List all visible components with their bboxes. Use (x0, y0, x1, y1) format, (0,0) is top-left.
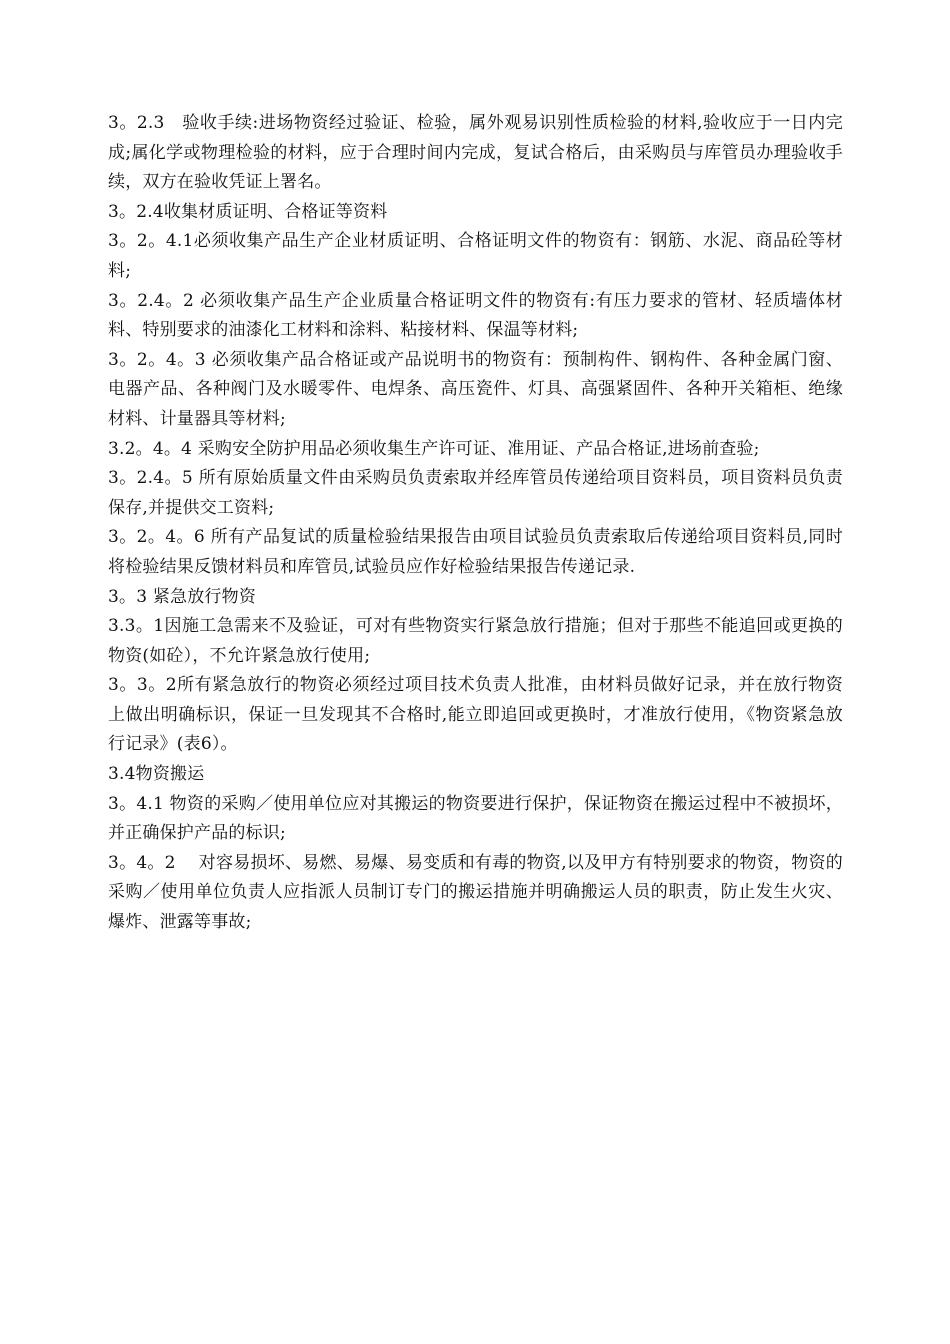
paragraph-3-3-2: 3。3。2所有紧急放行的物资必须经过项目技术负责人批准，由材料员做好记录，并在放行物资上做出明确标识，保证一旦发现其不合格时,能立即追回或更换时，才准放行使用，《物资紧急放行记录》(表6）。 (108, 675, 843, 755)
paragraph-3-2-4-3: 3。2。4。3 必须收集产品合格证或产品说明书的物资有：预制构件、钢构件、各种金属门窗、电器产品、各种阀门及水暖零件、电焊条、高压瓷件、灯具、高强紧固件、各种开关箱柜、绝缘材料、计量器具等材料; (108, 349, 843, 429)
document-body (108, 109, 843, 938)
paragraph-3-2-3: 3。2.3 验收手续:进场物资经过验证、检验，属外观易识别性质检验的材料,验收应于一日内完成;属化学或物理检验的材料，应于合理时间内完成，复试合格后，由采购员与库管员办理验收手续，双方在验收凭证上署名。 (108, 113, 843, 193)
paragraph-3-4-1: 3。4.1 物资的采购／使用单位应对其搬运的物资要进行保护，保证物资在搬运过程中不被损坏，并正确保护产品的标识; (108, 793, 843, 844)
paragraph-3-2-4-6: 3。2。4。6 所有产品复试的质量检验结果报告由项目试验员负责索取后传递给项目资料员,同时将检验结果反馈材料员和库管员,试验员应作好检验结果报告传递记录. (108, 527, 843, 577)
paragraph-3-2-4-2: 3。2.4。2 必须收集产品生产企业质量合格证明文件的物资有:有压力要求的管材、轻质墙体材料、特别要求的油漆化工材料和涂料、粘接材料、保温等材料; (108, 290, 843, 341)
heading-3-2-4: 3。2.4收集材质证明、合格证等资料 (108, 201, 388, 222)
paragraph-3-2-4-4: 3.2。4。4 采购安全防护用品必须收集生产许可证、准用证、产品合格证,进场前查验; (108, 438, 760, 459)
paragraph-3-2-4-1: 3。2。4.1必须收集产品生产企业材质证明、合格证明文件的物资有：钢筋、水泥、商品砼等材料; (108, 231, 843, 281)
heading-3-4: 3.4物资搬运 (108, 764, 205, 785)
paragraph-3-2-4-5: 3。2.4。5 所有原始质量文件由采购员负责索取并经库管员传递给项目资料员，项目资料员负责保存,并提供交工资料; (108, 468, 843, 518)
paragraph-3-4-2: 3。4。2 对容易损坏、易燃、易爆、易变质和有毒的物资,以及甲方有特别要求的物资，物资的采购／使用单位负责人应指派人员制订专门的搬运措施并明确搬运人员的职责，防止发生火灾、爆炸、泄露等事故; (108, 852, 843, 933)
heading-3-3: 3。3 紧急放行物资 (108, 586, 257, 607)
paragraph-3-3-1: 3.3。1因施工急需来不及验证，可对有些物资实行紧急放行措施；但对于那些不能追回或更换的物资(如砼），不允许紧急放行使用; (108, 616, 843, 666)
